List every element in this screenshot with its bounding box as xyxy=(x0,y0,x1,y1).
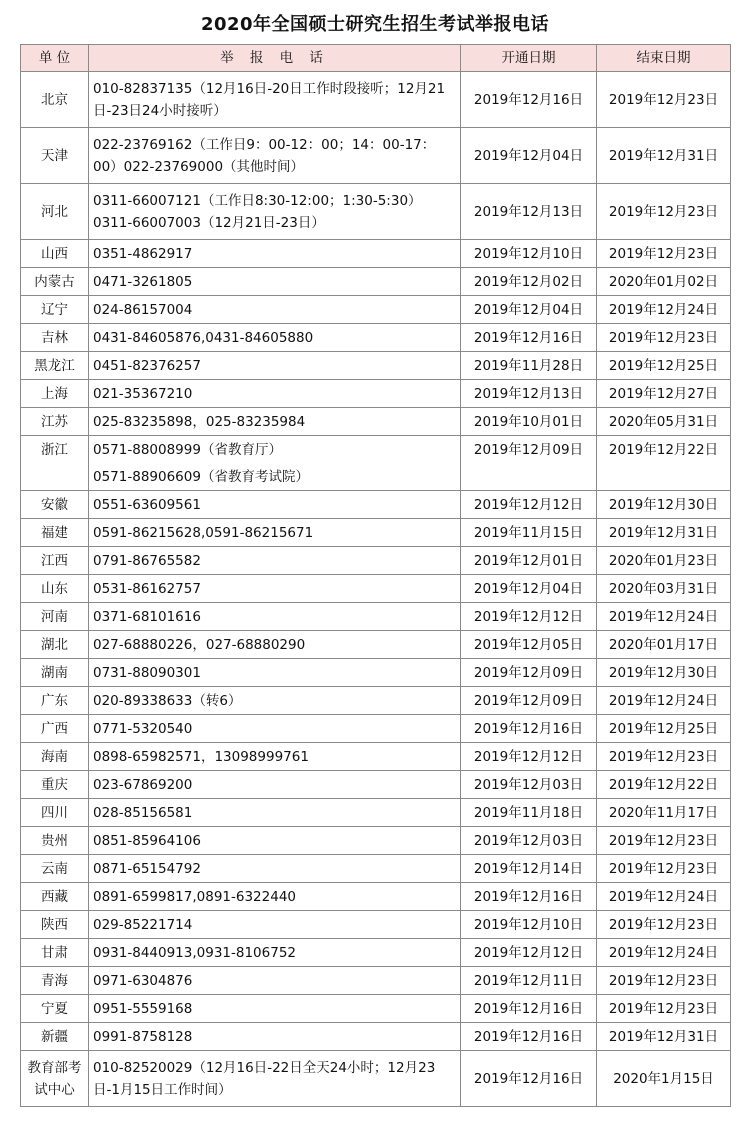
start-date-cell: 2019年11月15日 xyxy=(461,519,597,547)
phone-cell: 0371-68101616 xyxy=(89,603,461,631)
start-date-cell: 2019年10月01日 xyxy=(461,408,597,436)
table-row xyxy=(21,491,731,519)
table-row xyxy=(21,184,731,240)
unit-cell: 吉林 xyxy=(21,324,89,352)
hotline-table xyxy=(20,44,731,1107)
start-date-cell xyxy=(461,463,597,491)
header-phone: 举 报 电 话 xyxy=(89,45,461,72)
table-row xyxy=(21,547,731,575)
table-row xyxy=(21,631,731,659)
start-date-cell: 2019年12月02日 xyxy=(461,268,597,296)
phone-cell: 027-68880226，027-68880290 xyxy=(89,631,461,659)
unit-cell: 河南 xyxy=(21,603,89,631)
unit-cell: 河北 xyxy=(21,184,89,240)
phone-cell: 0351-4862917 xyxy=(89,240,461,268)
table-row xyxy=(21,436,731,464)
end-date-cell: 2019年12月23日 xyxy=(597,911,731,939)
end-date-cell: 2019年12月23日 xyxy=(597,72,731,128)
start-date-cell: 2019年12月16日 xyxy=(461,715,597,743)
unit-cell: 陕西 xyxy=(21,911,89,939)
end-date-cell: 2020年01月23日 xyxy=(597,547,731,575)
start-date-cell: 2019年11月28日 xyxy=(461,352,597,380)
table-row xyxy=(21,883,731,911)
phone-cell: 0451-82376257 xyxy=(89,352,461,380)
table-row xyxy=(21,687,731,715)
end-date-cell xyxy=(597,463,731,491)
table-row xyxy=(21,603,731,631)
phone-cell: 0311-66007121（工作日8:30-12:00；1:30-5:30）0311-66007003（12月21日-23日） xyxy=(89,184,461,240)
end-date-cell: 2019年12月27日 xyxy=(597,380,731,408)
table-row xyxy=(21,408,731,436)
start-date-cell: 2019年12月12日 xyxy=(461,603,597,631)
start-date-cell: 2019年12月09日 xyxy=(461,659,597,687)
end-date-cell: 2019年12月23日 xyxy=(597,855,731,883)
end-date-cell: 2020年11月17日 xyxy=(597,799,731,827)
unit-cell: 青海 xyxy=(21,967,89,995)
unit-cell: 广西 xyxy=(21,715,89,743)
table-row xyxy=(21,995,731,1023)
phone-cell: 010-82520029（12月16日-22日全天24小时；12月23日-1月15日工作时间） xyxy=(89,1051,461,1107)
end-date-cell: 2019年12月23日 xyxy=(597,240,731,268)
start-date-cell: 2019年12月12日 xyxy=(461,743,597,771)
unit-cell: 上海 xyxy=(21,380,89,408)
phone-cell: 021-35367210 xyxy=(89,380,461,408)
end-date-cell: 2019年12月24日 xyxy=(597,603,731,631)
end-date-cell: 2019年12月23日 xyxy=(597,743,731,771)
header-unit: 单 位 xyxy=(21,45,89,72)
table-row xyxy=(21,324,731,352)
end-date-cell: 2019年12月31日 xyxy=(597,519,731,547)
table-row xyxy=(21,352,731,380)
unit-cell: 湖南 xyxy=(21,659,89,687)
header-end-date: 结束日期 xyxy=(597,45,731,72)
start-date-cell: 2019年12月04日 xyxy=(461,575,597,603)
unit-cell: 福建 xyxy=(21,519,89,547)
start-date-cell: 2019年12月16日 xyxy=(461,72,597,128)
start-date-cell: 2019年12月04日 xyxy=(461,128,597,184)
unit-cell: 湖北 xyxy=(21,631,89,659)
table-row xyxy=(21,799,731,827)
unit-cell: 浙江 xyxy=(21,436,89,464)
end-date-cell: 2019年12月31日 xyxy=(597,128,731,184)
phone-cell: 0431-84605876,0431-84605880 xyxy=(89,324,461,352)
unit-cell: 黑龙江 xyxy=(21,352,89,380)
end-date-cell: 2019年12月24日 xyxy=(597,939,731,967)
table-row xyxy=(21,240,731,268)
end-date-cell: 2019年12月31日 xyxy=(597,1023,731,1051)
unit-cell: 新疆 xyxy=(21,1023,89,1051)
end-date-cell: 2019年12月23日 xyxy=(597,184,731,240)
phone-cell: 0851-85964106 xyxy=(89,827,461,855)
unit-cell: 安徽 xyxy=(21,491,89,519)
table-row xyxy=(21,519,731,547)
unit-cell: 云南 xyxy=(21,855,89,883)
unit-cell: 甘肃 xyxy=(21,939,89,967)
table-row xyxy=(21,743,731,771)
start-date-cell: 2019年12月16日 xyxy=(461,324,597,352)
unit-cell xyxy=(21,463,89,491)
start-date-cell: 2019年12月12日 xyxy=(461,491,597,519)
unit-cell: 江西 xyxy=(21,547,89,575)
end-date-cell: 2019年12月22日 xyxy=(597,436,731,464)
start-date-cell: 2019年12月16日 xyxy=(461,1023,597,1051)
end-date-cell: 2019年12月23日 xyxy=(597,967,731,995)
end-date-cell: 2019年12月24日 xyxy=(597,883,731,911)
unit-cell: 贵州 xyxy=(21,827,89,855)
table-row xyxy=(21,463,731,491)
unit-cell: 山西 xyxy=(21,240,89,268)
end-date-cell: 2020年01月02日 xyxy=(597,268,731,296)
end-date-cell: 2019年12月23日 xyxy=(597,995,731,1023)
start-date-cell: 2019年12月16日 xyxy=(461,883,597,911)
table-header-row xyxy=(21,45,731,72)
table-row xyxy=(21,771,731,799)
phone-cell: 0571-88906609（省教育考试院） xyxy=(89,463,461,491)
phone-cell: 020-89338633（转6） xyxy=(89,687,461,715)
start-date-cell: 2019年12月11日 xyxy=(461,967,597,995)
phone-cell: 024-86157004 xyxy=(89,296,461,324)
table-row xyxy=(21,911,731,939)
end-date-cell: 2019年12月30日 xyxy=(597,491,731,519)
phone-cell: 0531-86162757 xyxy=(89,575,461,603)
table-row xyxy=(21,575,731,603)
unit-cell: 天津 xyxy=(21,128,89,184)
header-start-date: 开通日期 xyxy=(461,45,597,72)
start-date-cell: 2019年11月18日 xyxy=(461,799,597,827)
start-date-cell: 2019年12月10日 xyxy=(461,911,597,939)
phone-cell: 0591-86215628,0591-86215671 xyxy=(89,519,461,547)
phone-cell: 029-85221714 xyxy=(89,911,461,939)
table-row xyxy=(21,1023,731,1051)
phone-cell: 0898-65982571，13098999761 xyxy=(89,743,461,771)
end-date-cell: 2020年05月31日 xyxy=(597,408,731,436)
table-row xyxy=(21,659,731,687)
end-date-cell: 2019年12月22日 xyxy=(597,771,731,799)
phone-cell: 0471-3261805 xyxy=(89,268,461,296)
table-row xyxy=(21,128,731,184)
phone-cell: 028-85156581 xyxy=(89,799,461,827)
end-date-cell: 2019年12月24日 xyxy=(597,687,731,715)
table-row xyxy=(21,967,731,995)
start-date-cell: 2019年12月09日 xyxy=(461,436,597,464)
start-date-cell: 2019年12月03日 xyxy=(461,827,597,855)
table-row xyxy=(21,72,731,128)
end-date-cell: 2020年1月15日 xyxy=(597,1051,731,1107)
phone-cell: 0551-63609561 xyxy=(89,491,461,519)
unit-cell: 江苏 xyxy=(21,408,89,436)
phone-cell: 0991-8758128 xyxy=(89,1023,461,1051)
phone-cell: 0731-88090301 xyxy=(89,659,461,687)
table-row xyxy=(21,715,731,743)
unit-cell: 海南 xyxy=(21,743,89,771)
table-row xyxy=(21,296,731,324)
start-date-cell: 2019年12月03日 xyxy=(461,771,597,799)
end-date-cell: 2019年12月23日 xyxy=(597,827,731,855)
table-row xyxy=(21,268,731,296)
end-date-cell: 2019年12月25日 xyxy=(597,715,731,743)
start-date-cell: 2019年12月04日 xyxy=(461,296,597,324)
start-date-cell: 2019年12月12日 xyxy=(461,939,597,967)
end-date-cell: 2020年03月31日 xyxy=(597,575,731,603)
start-date-cell: 2019年12月13日 xyxy=(461,380,597,408)
phone-cell: 0891-6599817,0891-6322440 xyxy=(89,883,461,911)
start-date-cell: 2019年12月05日 xyxy=(461,631,597,659)
end-date-cell: 2019年12月24日 xyxy=(597,296,731,324)
unit-cell: 重庆 xyxy=(21,771,89,799)
phone-cell: 025-83235898，025-83235984 xyxy=(89,408,461,436)
unit-cell: 山东 xyxy=(21,575,89,603)
unit-cell: 教育部考试中心 xyxy=(21,1051,89,1107)
unit-cell: 广东 xyxy=(21,687,89,715)
phone-cell: 0791-86765582 xyxy=(89,547,461,575)
start-date-cell: 2019年12月16日 xyxy=(461,995,597,1023)
start-date-cell: 2019年12月13日 xyxy=(461,184,597,240)
phone-cell: 0771-5320540 xyxy=(89,715,461,743)
table-row xyxy=(21,1051,731,1107)
start-date-cell: 2019年12月01日 xyxy=(461,547,597,575)
unit-cell: 宁夏 xyxy=(21,995,89,1023)
start-date-cell: 2019年12月14日 xyxy=(461,855,597,883)
start-date-cell: 2019年12月16日 xyxy=(461,1051,597,1107)
unit-cell: 辽宁 xyxy=(21,296,89,324)
end-date-cell: 2019年12月23日 xyxy=(597,324,731,352)
start-date-cell: 2019年12月10日 xyxy=(461,240,597,268)
table-row xyxy=(21,380,731,408)
unit-cell: 内蒙古 xyxy=(21,268,89,296)
start-date-cell: 2019年12月09日 xyxy=(461,687,597,715)
unit-cell: 四川 xyxy=(21,799,89,827)
table-row xyxy=(21,827,731,855)
phone-cell: 0971-6304876 xyxy=(89,967,461,995)
unit-cell: 北京 xyxy=(21,72,89,128)
phone-cell: 0931-8440913,0931-8106752 xyxy=(89,939,461,967)
table-row xyxy=(21,939,731,967)
phone-cell: 0871-65154792 xyxy=(89,855,461,883)
phone-cell: 0951-5559168 xyxy=(89,995,461,1023)
end-date-cell: 2019年12月30日 xyxy=(597,659,731,687)
end-date-cell: 2019年12月25日 xyxy=(597,352,731,380)
unit-cell: 西藏 xyxy=(21,883,89,911)
phone-cell: 0571-88008999（省教育厅） xyxy=(89,436,461,464)
end-date-cell: 2020年01月17日 xyxy=(597,631,731,659)
table-row xyxy=(21,855,731,883)
phone-cell: 022-23769162（工作日9：00-12：00；14：00-17：00）022-23769000（其他时间） xyxy=(89,128,461,184)
page-title: 2020年全国硕士研究生招生考试举报电话 xyxy=(200,14,550,35)
phone-cell: 023-67869200 xyxy=(89,771,461,799)
phone-cell: 010-82837135（12月16日-20日工作时段接听；12月21日-23日24小时接听） xyxy=(89,72,461,128)
